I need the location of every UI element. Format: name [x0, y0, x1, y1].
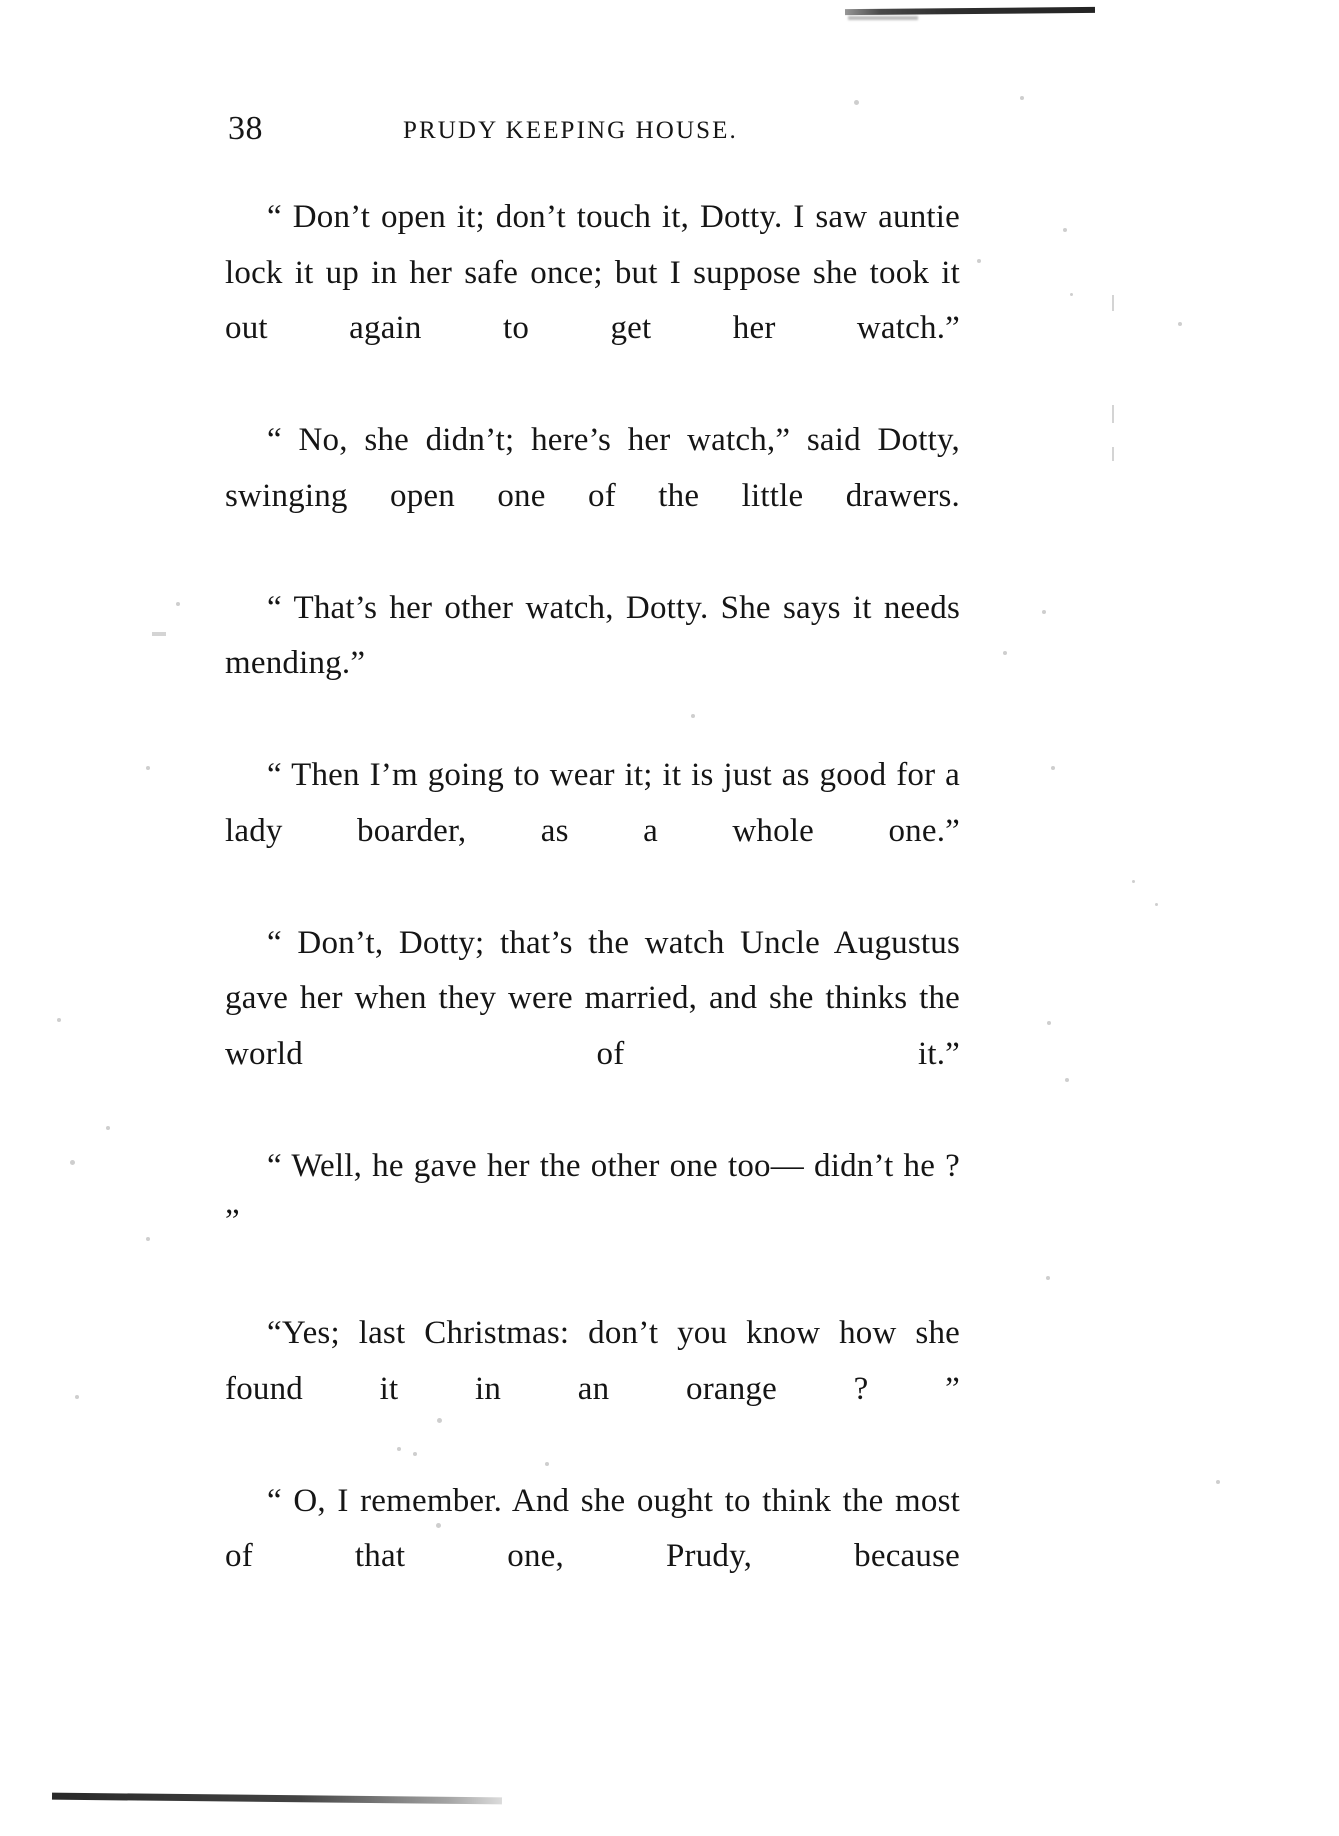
- paragraph: “ Well, he gave her the other one too— didn’t he ? ”: [225, 1147, 960, 1239]
- paragraph: “ Don’t open it; don’t touch it, Dotty. I saw auntie lock it up in her safe once; but I suppose she took it out again to get her watch.”: [225, 199, 960, 346]
- body-text: [225, 190, 960, 1640]
- paragraph: “ O, I remember. And she ought to think the most of that one, Prudy, because: [225, 1482, 960, 1574]
- paragraph: “ That’s her other watch, Dotty. She says it needs mending.”: [225, 589, 960, 681]
- running-head: PRUDY KEEPING HOUSE.: [403, 117, 738, 144]
- paragraph: “ Don’t, Dotty; that’s the watch Uncle Augustus gave her when they were married, and she thinks the world of it.”: [225, 924, 960, 1072]
- paragraph: “ Then I’m going to wear it; it is just as good for a lady boarder, as a whole one.”: [225, 757, 960, 849]
- paragraph: “ No, she didn’t; here’s her watch,” said Dotty, swinging open one of the little drawers.: [225, 422, 960, 514]
- paragraph: “Yes; last Christmas: don’t you know how she found it in an orange ? ”: [225, 1315, 960, 1407]
- page-number: 38: [228, 110, 263, 147]
- page-header: [228, 110, 958, 150]
